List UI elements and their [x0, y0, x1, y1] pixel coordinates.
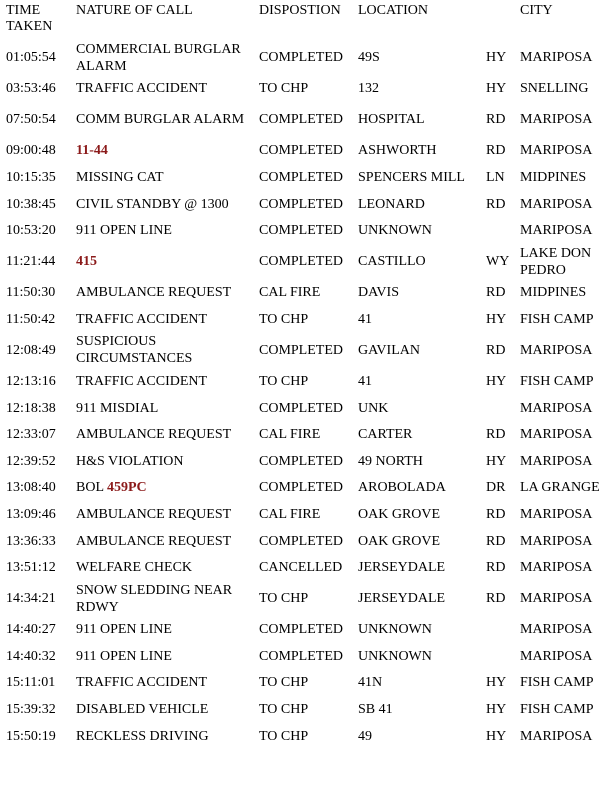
call-city: FISH CAMP — [520, 675, 594, 691]
call-nature-prefix: BOL — [76, 480, 107, 496]
call-city: FISH CAMP — [520, 373, 594, 389]
call-city: MIDPINES — [520, 285, 587, 301]
call-time: 13:09:46 — [6, 506, 56, 522]
call-city: MARIPOSA — [520, 728, 593, 744]
call-time: 13:08:40 — [6, 480, 56, 496]
call-nature: SUSPICIOUS CIRCUMSTANCES — [76, 334, 193, 367]
call-nature: DISABLED VEHICLE — [76, 701, 209, 717]
call-time: 13:36:33 — [6, 533, 56, 549]
call-disposition: TO CHP — [259, 591, 309, 607]
call-city: MARIPOSA — [520, 400, 593, 416]
call-street-suffix: RD — [486, 533, 506, 549]
call-street-suffix: RD — [486, 427, 506, 443]
call-location: 132 — [358, 81, 379, 97]
call-nature — [76, 479, 259, 496]
call-time: 12:33:07 — [6, 427, 56, 443]
table-row — [0, 333, 614, 369]
call-time: 09:00:48 — [6, 143, 56, 159]
call-location: GAVILAN — [358, 342, 420, 358]
call-time: 12:13:16 — [6, 373, 56, 389]
call-location: OAK GROVE — [358, 533, 441, 549]
call-time: 11:50:30 — [6, 285, 56, 301]
call-street-suffix: HY — [486, 675, 507, 691]
call-time: 01:05:54 — [6, 50, 56, 66]
table-row — [0, 448, 614, 475]
call-city: FISH CAMP — [520, 311, 594, 327]
call-street-suffix: RD — [486, 143, 506, 159]
call-time: 13:51:12 — [6, 560, 56, 576]
table-row — [0, 528, 614, 555]
call-location: DAVIS — [358, 285, 399, 301]
table-row — [0, 723, 614, 750]
call-location: CARTER — [358, 427, 413, 443]
call-location: SPENCERS MILL — [358, 169, 465, 185]
call-nature: MISSING CAT — [76, 169, 164, 185]
call-time: 12:08:49 — [6, 342, 56, 358]
call-street-suffix: DR — [486, 480, 506, 496]
table-row — [0, 670, 614, 697]
call-disposition: COMPLETED — [259, 480, 343, 496]
call-time: 12:39:52 — [6, 453, 56, 469]
call-location: UNKNOWN — [358, 223, 432, 239]
call-nature: COMM BURGLAR ALARM — [76, 112, 245, 128]
call-city: FISH CAMP — [520, 701, 594, 717]
call-time: 10:15:35 — [6, 169, 56, 185]
call-location: 41N — [358, 675, 383, 691]
table-row — [0, 475, 614, 502]
call-street-suffix: HY — [486, 453, 507, 469]
table-row — [0, 581, 614, 617]
call-location: CASTILLO — [358, 254, 426, 270]
call-nature: 911 OPEN LINE — [76, 223, 172, 239]
call-disposition: COMPLETED — [259, 400, 343, 416]
call-location: OAK GROVE — [358, 506, 441, 522]
table-row — [0, 554, 614, 581]
header-city: CITY — [520, 3, 553, 18]
table-row — [0, 279, 614, 306]
call-time: 15:11:01 — [6, 675, 56, 691]
call-time: 14:40:32 — [6, 648, 56, 664]
call-street-suffix: HY — [486, 81, 507, 97]
call-city: MARIPOSA — [520, 648, 593, 664]
call-code: 459PC — [106, 480, 147, 496]
call-location: 49S — [358, 50, 380, 66]
call-city: MARIPOSA — [520, 143, 593, 159]
call-time: 14:40:27 — [6, 622, 56, 638]
table-row — [0, 696, 614, 723]
call-disposition: CAL FIRE — [259, 285, 321, 301]
call-location: UNK — [358, 400, 389, 416]
call-nature: SNOW SLEDDING NEAR RDWY — [76, 582, 233, 615]
table-row — [0, 40, 614, 76]
table-row — [0, 368, 614, 395]
call-disposition: TO CHP — [259, 701, 309, 717]
call-city: MARIPOSA — [520, 223, 593, 239]
call-disposition: TO CHP — [259, 728, 309, 744]
table-row — [0, 421, 614, 448]
call-time: 10:38:45 — [6, 196, 56, 212]
table-row — [0, 191, 614, 218]
table-row — [0, 217, 614, 244]
call-location: JERSEYDALE — [358, 560, 446, 576]
call-time: 10:53:20 — [6, 223, 56, 239]
call-location: 49 — [358, 728, 372, 744]
call-city: LAKE DON PEDRO — [520, 245, 592, 278]
call-nature — [76, 142, 259, 159]
call-street-suffix: RD — [486, 506, 506, 522]
call-nature: AMBULANCE REQUEST — [76, 285, 232, 301]
call-nature: H&S VIOLATION — [76, 453, 184, 469]
table-row — [0, 501, 614, 528]
call-disposition: COMPLETED — [259, 50, 343, 66]
call-location: 49 NORTH — [358, 453, 423, 469]
call-street-suffix: HY — [486, 373, 507, 389]
call-disposition: COMPLETED — [259, 342, 343, 358]
call-disposition: COMPLETED — [259, 112, 343, 128]
call-location: JERSEYDALE — [358, 591, 446, 607]
call-street-suffix: RD — [486, 112, 506, 128]
table-row — [0, 643, 614, 670]
call-time: 07:50:54 — [6, 112, 56, 128]
call-disposition: CAL FIRE — [259, 427, 321, 443]
table-row — [0, 395, 614, 422]
table-row — [0, 138, 614, 165]
call-disposition: TO CHP — [259, 81, 309, 97]
call-street-suffix: HY — [486, 50, 507, 66]
call-disposition: TO CHP — [259, 311, 309, 327]
call-nature — [76, 253, 259, 270]
call-disposition: COMPLETED — [259, 453, 343, 469]
call-city: MARIPOSA — [520, 196, 593, 212]
call-street-suffix: RD — [486, 560, 506, 576]
call-street-suffix: RD — [486, 591, 506, 607]
call-disposition: COMPLETED — [259, 169, 343, 185]
table-row — [0, 164, 614, 191]
call-time: 15:50:19 — [6, 728, 56, 744]
call-code: 415 — [76, 254, 97, 270]
call-nature: AMBULANCE REQUEST — [76, 427, 232, 443]
call-disposition: TO CHP — [259, 675, 309, 691]
call-street-suffix: HY — [486, 701, 507, 717]
call-nature: AMBULANCE REQUEST — [76, 533, 232, 549]
call-street-suffix: WY — [486, 254, 510, 270]
call-city: MARIPOSA — [520, 506, 593, 522]
call-rows — [0, 40, 614, 749]
call-location: AROBOLADA — [358, 480, 446, 496]
call-city: MARIPOSA — [520, 560, 593, 576]
call-time: 11:50:42 — [6, 311, 56, 327]
call-street-suffix: RD — [486, 342, 506, 358]
call-disposition: COMPLETED — [259, 533, 343, 549]
call-disposition: COMPLETED — [259, 622, 343, 638]
call-location: ASHWORTH — [358, 143, 437, 159]
call-city: MARIPOSA — [520, 622, 593, 638]
call-time: 15:39:32 — [6, 701, 56, 717]
call-nature: TRAFFIC ACCIDENT — [76, 81, 208, 97]
header-nature-of-call: NATURE OF CALL — [76, 3, 193, 18]
call-city: MARIPOSA — [520, 533, 593, 549]
header-time-taken: TIME TAKEN — [6, 3, 53, 34]
call-location: UNKNOWN — [358, 648, 432, 664]
call-time: 03:53:46 — [6, 81, 56, 97]
call-street-suffix: RD — [486, 196, 506, 212]
call-disposition: COMPLETED — [259, 143, 343, 159]
table-row — [0, 102, 614, 138]
call-city: MARIPOSA — [520, 427, 593, 443]
call-location: LEONARD — [358, 196, 425, 212]
call-disposition: CANCELLED — [259, 560, 343, 576]
call-street-suffix: HY — [486, 311, 507, 327]
call-nature: 911 OPEN LINE — [76, 648, 172, 664]
call-location: 41 — [358, 311, 372, 327]
call-disposition: CAL FIRE — [259, 506, 321, 522]
table-row — [0, 616, 614, 643]
call-nature: TRAFFIC ACCIDENT — [76, 311, 208, 327]
call-disposition: COMPLETED — [259, 648, 343, 664]
call-time: 14:34:21 — [6, 591, 56, 607]
table-row — [0, 306, 614, 333]
call-street-suffix: HY — [486, 728, 507, 744]
call-street-suffix: RD — [486, 285, 506, 301]
call-nature: TRAFFIC ACCIDENT — [76, 373, 208, 389]
call-disposition: COMPLETED — [259, 196, 343, 212]
call-code: 11-44 — [76, 143, 108, 159]
call-time: 11:21:44 — [6, 254, 56, 270]
call-location: 41 — [358, 373, 372, 389]
table-row — [0, 76, 614, 103]
header-row — [0, 0, 614, 40]
call-nature: WELFARE CHECK — [76, 560, 193, 576]
call-nature: RECKLESS DRIVING — [76, 728, 209, 744]
call-city: MARIPOSA — [520, 453, 593, 469]
call-city: MARIPOSA — [520, 342, 593, 358]
call-location: UNKNOWN — [358, 622, 432, 638]
call-city: MIDPINES — [520, 169, 587, 185]
call-time: 12:18:38 — [6, 400, 56, 416]
call-nature: 911 MISDIAL — [76, 400, 159, 416]
call-street-suffix: LN — [486, 169, 505, 185]
call-nature: 911 OPEN LINE — [76, 622, 172, 638]
call-city: MARIPOSA — [520, 591, 593, 607]
call-nature: TRAFFIC ACCIDENT — [76, 675, 208, 691]
call-city: LA GRANGE — [520, 480, 600, 496]
header-location: LOCATION — [358, 3, 428, 18]
call-location: SB 41 — [358, 701, 393, 717]
call-city: MARIPOSA — [520, 50, 593, 66]
header-disposition: DISPOSTION — [259, 3, 341, 18]
call-nature: CIVIL STANDBY @ 1300 — [76, 196, 229, 212]
call-nature: AMBULANCE REQUEST — [76, 506, 232, 522]
call-disposition: COMPLETED — [259, 254, 343, 270]
call-disposition: COMPLETED — [259, 223, 343, 239]
table-row — [0, 244, 614, 280]
call-nature: COMMERCIAL BURGLAR ALARM — [76, 41, 241, 74]
call-location: HOSPITAL — [358, 112, 425, 128]
call-city: SNELLING — [520, 81, 589, 97]
call-disposition: TO CHP — [259, 373, 309, 389]
call-city: MARIPOSA — [520, 112, 593, 128]
